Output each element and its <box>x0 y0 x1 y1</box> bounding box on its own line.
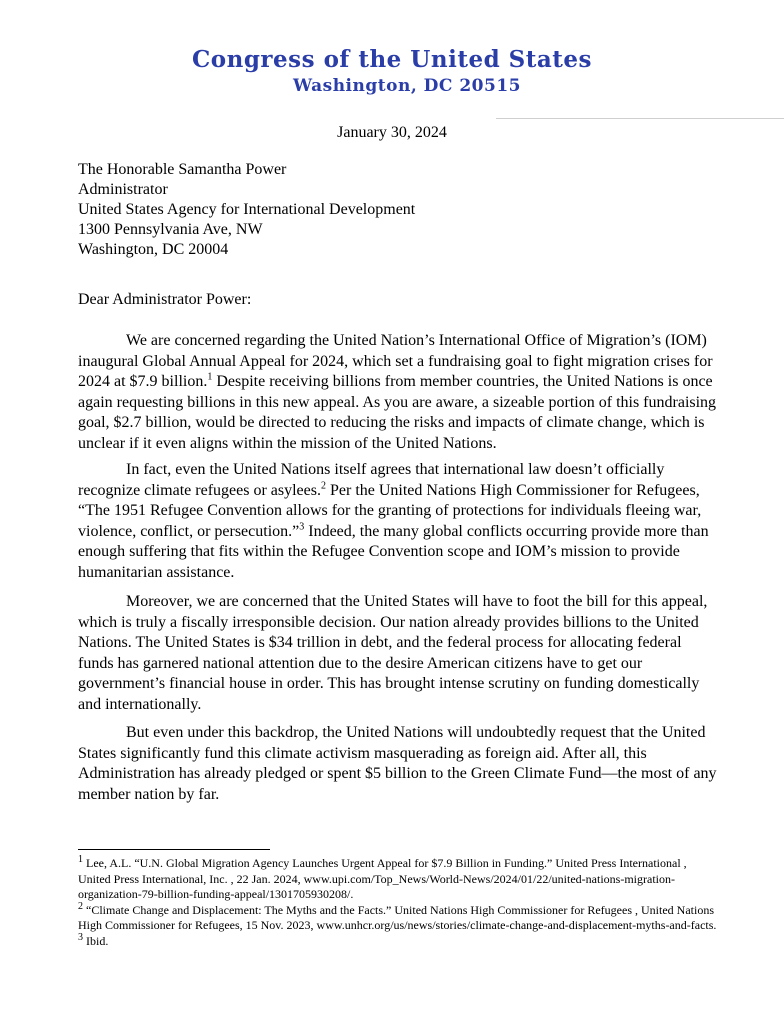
footnote-number: 2 <box>78 900 83 912</box>
paragraph-3: Moreover, we are concerned that the United States will have to foot the bill for this appeal, which is truly a fiscally irresponsible decision. Our nation already provides billions to the United Nations. The United States is $34 trillion in debt, and the federal process for allocating federal funds has garnered national attention due to the desire American citizens have to get our government’s financial house in order. This has brought intense scrutiny on funding domestically and internationally. <box>78 593 708 713</box>
recipient-title: Administrator <box>78 181 168 198</box>
header-divider <box>496 118 784 119</box>
recipient-city: Washington, DC 20004 <box>78 241 229 258</box>
footnote-text: “Climate Change and Displacement: The Myths and the Facts.” United Nations High Commissioner for Refugees , United Nations High Commissioner for Refugees, 15 Nov. 2023, www.unhcr.org/us/news/stories/climate-change-and-displacement-myths-and-facts. <box>78 902 717 932</box>
paragraph-1 <box>78 331 718 454</box>
paragraph-1-text-a: We are concerned regarding the United Nation’s International Office of Migration’s (IOM) inaugural Global Annual Appeal for 2024, which set a fundraising goal to fight migration crises for 2024 at $7.9 billion. <box>78 332 713 390</box>
footnote-text: Ibid. <box>83 933 109 948</box>
recipient-address <box>78 160 415 260</box>
paragraph-2 <box>78 460 718 583</box>
footnotes <box>78 856 718 949</box>
recipient-agency: United States Agency for International Development <box>78 201 416 218</box>
salutation: Dear Administrator Power: <box>78 291 252 308</box>
footnote-divider <box>78 849 270 850</box>
footnote-ref-3: 3 <box>299 521 305 533</box>
paragraph-1-text-b: Despite receiving billions from member countries, the United Nations is once again requesting billions in this new appeal. As you are aware, a sizeable portion of this fundraising goal, $2.7 billion, would be directed to reducing the risks and impacts of climate change, which is unclear if it even aligns within the mission of the United Nations. <box>78 373 717 452</box>
recipient-name: The Honorable Samantha Power <box>78 161 287 178</box>
paragraph-2-text-a: In fact, even the United Nations itself agrees that international law doesn’t officially recognize climate refugees or asylees. <box>78 461 665 499</box>
paragraph-2-text-c: Indeed, the many global conflicts occurring provide more than enough suffering that fits within the Refugee Convention scope and IOM’s mission to provide humanitarian assistance. <box>78 522 709 581</box>
letter-date: January 30, 2024 <box>337 124 447 141</box>
paragraph-4: But even under this backdrop, the United Nations will undoubtedly request that the United States significantly fund this climate activism masquerading as foreign aid. After all, this Administration has already pledged or spent $5 billion to the Green Climate Fund—the most of any member nation by far. <box>78 724 717 803</box>
letterhead-title: Congress of the United States <box>191 46 593 73</box>
footnote-number: 1 <box>78 854 83 865</box>
footnote-3 <box>78 931 718 950</box>
footnote-1 <box>78 856 718 903</box>
recipient-street: 1300 Pennsylvania Ave, NW <box>78 221 263 238</box>
footnote-text: Lee, A.L. “U.N. Global Migration Agency Launches Urgent Appeal for $7.9 Billion in Funding.” United Press International , United Press International, Inc. , 22 Jan. 2024, www.upi.com/Top_News/World-News/2024/01/22/united-nations-migration-organization-79-billion-funding-appeal/1301705930208/. <box>78 856 687 901</box>
footnote-ref-2: 2 <box>320 480 326 492</box>
footnote-ref-1: 1 <box>207 371 213 383</box>
letterhead-subtitle: Washington, DC 20515 <box>293 76 521 96</box>
footnote-number: 3 <box>78 931 83 943</box>
footnote-2 <box>78 900 718 934</box>
paragraph-2-text-b: Per the United Nations High Commissioner for Refugees, “The 1951 Refugee Convention allows for the granting of protections for individuals fleeing war, violence, conflict, or persecution.” <box>78 481 702 540</box>
